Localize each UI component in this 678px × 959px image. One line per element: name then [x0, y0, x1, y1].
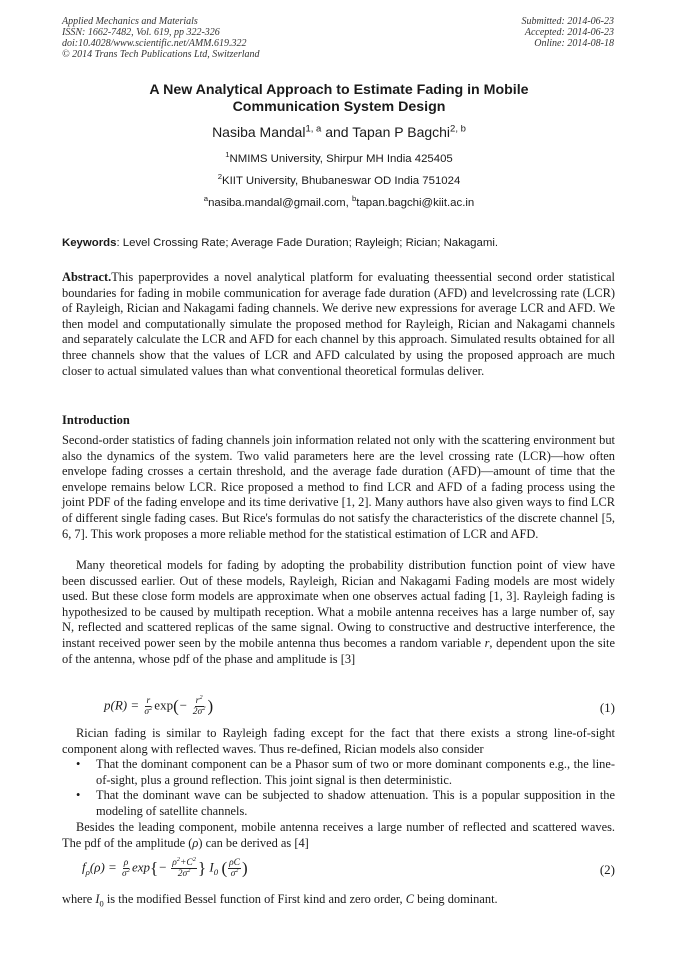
- intro-paragraph-5: [62, 892, 615, 908]
- online-date: Online: 2014-08-18: [534, 38, 614, 49]
- equation-2-formula: $f_\rho(\rho)$ = $\frac{\rho}{\sigma^2}$ exp{− $\frac{\rho^2+C^2}{2\sigma^2}$ } $I_0$ ( $\frac{\rho C}{\sigma^2}$ ): [82, 855, 248, 879]
- doi-line: doi:10.4028/www.scientific.net/AMM.619.322: [62, 38, 247, 49]
- equation-1-formula: p(R) = $\frac{r}{\sigma^2}$ exp(− $\frac{r^2}{2\sigma^2}$ ): [104, 693, 214, 717]
- intro-paragraph-4: [62, 820, 615, 851]
- email-a-marker: a: [203, 194, 209, 204]
- keywords: [62, 236, 622, 250]
- author-2: Tapan P Bagchi: [352, 124, 451, 140]
- author-conjunction: and: [321, 124, 353, 140]
- email-a: nasiba.mandal@gmail.com,: [208, 197, 352, 209]
- affiliation-2-number: 2: [217, 172, 223, 182]
- list-item: • That the dominant component can be a Phasor sum of two or more dominant components e.g., the line-of-sight, plus a ground reflection. This joint signal is then deterministic.: [62, 757, 615, 788]
- abstract-label: Abstract.: [62, 270, 112, 284]
- equation-2: [62, 855, 615, 886]
- intro-paragraph-5-text-b: is the modified Bessel function of First kind and zero order,: [103, 892, 406, 906]
- author-1-affiliation: 1, a: [305, 123, 322, 135]
- copyright-line: © 2014 Trans Tech Publications Ltd, Switzerland: [62, 49, 260, 60]
- intro-paragraph-2-text-b: , dependent upon the site of the antenna, whose pdf of the phase and amplitude is [3]: [62, 635, 615, 666]
- list-item: • That the dominant wave can be subjected to shadow attenuation. This is a popular supposition in the modeling of satellite channels.: [62, 788, 615, 819]
- header-dates: [522, 16, 615, 49]
- section-heading-introduction: Introduction: [62, 413, 130, 427]
- intro-paragraph-3: Rician fading is similar to Rayleigh fading except for the fact that there exists a strong line-of-sight component along with reflected waves. Thus re-defined, Rician models also consider: [62, 726, 615, 756]
- variable-rho: ρ: [192, 835, 199, 850]
- author-1: Nasiba Mandal: [212, 124, 306, 140]
- journal-name: Applied Mechanics and Materials: [62, 16, 198, 27]
- affiliation-2-text: KIIT University, Bhubaneswar OD India 751024: [222, 175, 461, 187]
- rician-assumptions-list: [62, 757, 615, 819]
- keywords-text: : Level Crossing Rate; Average Fade Duration; Rayleigh; Rician; Nakagami.: [116, 237, 499, 249]
- title-line-1: A New Analytical Approach to Estimate Fading in Mobile: [149, 82, 529, 98]
- equation-1: [62, 693, 615, 720]
- keywords-label: Keywords: [62, 237, 117, 249]
- intro-paragraph-2-text-a: Many theoretical models for fading by adopting the probability distribution function point of view have been discussed earlier. Out of these models, Rayleigh, Rician and Nakagami Fading models are most widely used. But these close form models are approximate when one observes actual fading [1, 3]. Rayleigh fading is hypothesized to be caused by multipath reception. What a mobile antenna receives has a large number of, say N, reflected and scattered replicas of the same signal. Owing to constructive and destructive interference, the instant received power seen by the mobile antenna thus becomes a random variable: [62, 558, 615, 650]
- variable-r: r: [484, 635, 490, 650]
- email-b-marker: b: [351, 194, 357, 204]
- intro-paragraph-1: Second-order statistics of fading channels join information related not only with the scattering environment but also the dynamics of the system. Two valid parameters here are the level crossing rate (LCR)—how often envelope fading crosses a certain threshold, and the average fade duration (AFD)—amount of time that the envelope remains below LCR. Rice proposed a method to find LCR and AFD of a fading process using the joint PDF of the fading envelope and its time derivative [1, 2]. Many authors have also given ways to find LCR of different single fading cases. But Rice's formulas do not satisfy the characteristics of the discrete channel [5, 6, 7]. This work proposes a more reliable method for the statistical estimation of LCR and AFD.: [62, 433, 615, 541]
- title-line-2: Communication System Design: [232, 99, 446, 115]
- paper-title: [0, 82, 678, 116]
- abstract-text: This paperprovides a novel analytical platform for evaluating theessential second order statistical boundaries for fading in mobile communication for average fade duration (AFD) and levelcrossing rate (LCR) of Rayleigh, Rician and Nakagami fading channels. We derive new expressions for average LCR and AFD. We then model and computationally simulate the proposed method for Rayleigh, Rician and Nakagami channels and separately calculate the LCR and AFD for each channel by this approach. Simulated results obtained for all three channels show that the values of LCR and AFD calculated by using the proposed approach are much closer to actual simulated values than what conventional theoretical formulas deliver.: [62, 270, 615, 378]
- intro-paragraph-5-text-a: where: [62, 892, 96, 906]
- submitted-date: Submitted: 2014-06-23: [521, 16, 614, 27]
- author-emails: [0, 196, 678, 210]
- intro-paragraph-4-text-b: ) can be derived as [4]: [198, 835, 309, 850]
- intro-paragraph-2: [62, 558, 615, 667]
- author-list: [0, 123, 678, 141]
- symbol-bessel-i: I: [95, 892, 100, 906]
- email-b: tapan.bagchi@kiit.ac.in: [356, 197, 475, 209]
- variable-c: C: [405, 892, 414, 906]
- issn-line: ISSN: 1662-7482, Vol. 619, pp 322-326: [62, 27, 220, 38]
- affiliation-2: [0, 174, 678, 188]
- author-2-affiliation: 2, b: [450, 123, 466, 135]
- affiliation-1-text: NMIMS University, Shirpur MH India 425405: [229, 153, 453, 165]
- symbol-bessel-order: 0: [99, 898, 104, 909]
- abstract: [62, 270, 615, 379]
- equation-2-number: (2): [599, 862, 615, 877]
- header-publication-info: [62, 16, 260, 60]
- accepted-date: Accepted: 2014-06-23: [524, 27, 614, 38]
- intro-paragraph-5-text-c: being dominant.: [413, 892, 498, 906]
- equation-1-number: (1): [599, 700, 615, 715]
- affiliation-1-number: 1: [225, 150, 230, 160]
- affiliation-1: [0, 152, 678, 166]
- intro-paragraph-4-text-a: Besides the leading component, mobile antenna receives a large number of reflected and scattered waves. The pdf of the amplitude (: [62, 820, 615, 850]
